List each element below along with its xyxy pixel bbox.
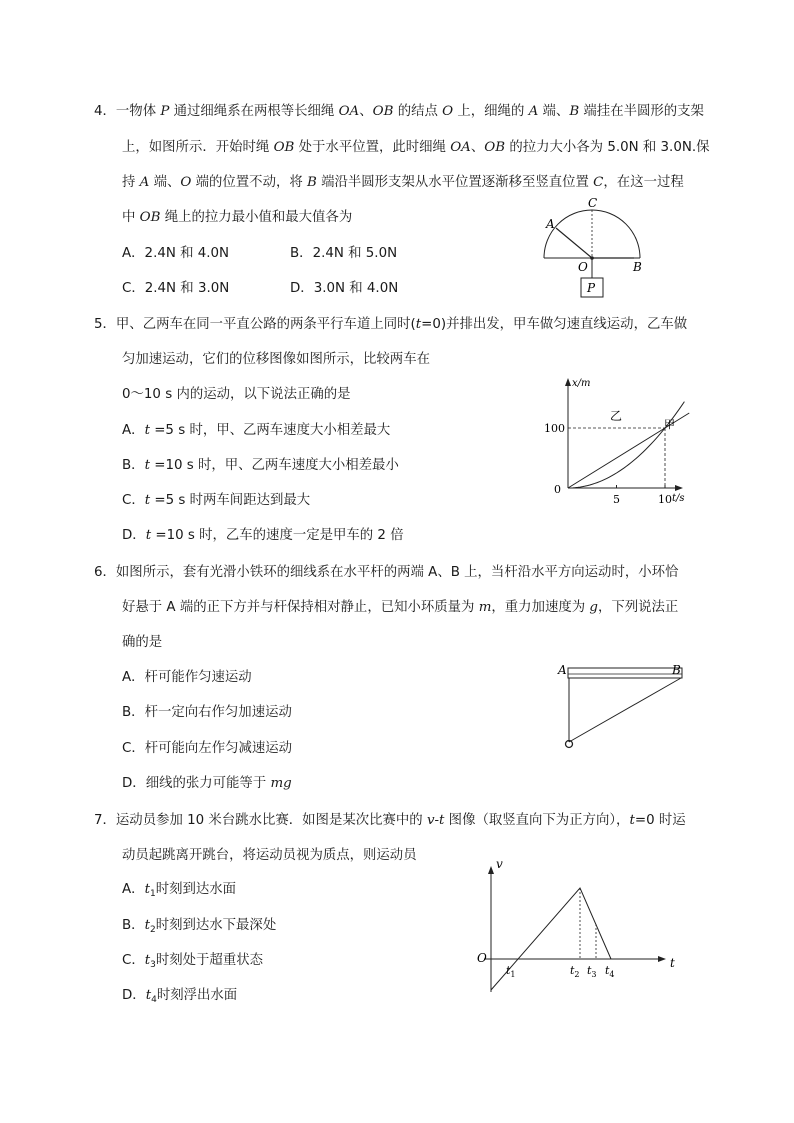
x-tick-label-5: 5	[613, 493, 620, 506]
q5-xt-chart	[544, 370, 700, 510]
y-axis-arrow	[565, 378, 571, 386]
q7-number: 7．	[94, 813, 116, 828]
q6-line-3: 确的是	[122, 635, 163, 650]
q5-option-a[interactable]: A．t =5 s 时，甲、乙两车速度大小相差最大	[122, 423, 391, 438]
q5-option-b[interactable]: B．t =10 s 时，甲、乙两车速度大小相差最小	[122, 458, 399, 473]
x-tick-label-10: 10	[658, 493, 672, 506]
q4-option-d[interactable]: D．3.0N 和 4.0N	[290, 281, 399, 296]
knot-o	[590, 256, 594, 260]
q7-vt-figure	[474, 852, 684, 997]
series-label-jia: 甲	[664, 418, 675, 431]
t1-label: $t_1$	[506, 964, 516, 979]
q6-option-a[interactable]: A．杆可能作匀速运动	[122, 670, 252, 685]
x-axis-arrow	[675, 485, 683, 491]
label-b: B	[672, 663, 681, 677]
rope-oa	[556, 228, 592, 258]
v-axis-label: v	[496, 857, 503, 871]
series-label-yi: 乙	[610, 409, 623, 423]
q6-line-2: 好悬于 A 端的正下方并与杆保持相对静止，已知小环质量为 m，重力加速度为 g，下列说法正	[122, 600, 679, 615]
q4-number: 4．	[94, 104, 116, 119]
q7-line-1: 7．运动员参加 10 米台跳水比赛．如图是某次比赛中的 v-t 图像（取竖直向下为正方向），t=0 时运	[94, 813, 686, 828]
q7-option-b[interactable]: B．$t_2$时刻到达水下最深处	[122, 918, 277, 935]
q6-option-d[interactable]: D．细线的张力可能等于 mg	[122, 776, 292, 791]
x-axis-label: t/s	[672, 493, 685, 504]
q5-option-c[interactable]: C．t =5 s 时两车间距达到最大	[122, 493, 311, 508]
t-axis-arrow	[658, 956, 666, 962]
q5-line-3: 0～10 s 内的运动，以下说法正确的是	[122, 387, 351, 402]
q6-option-b[interactable]: B．杆一定向右作匀加速运动	[122, 705, 292, 720]
q4-line-1: 4．一物体 P 通过细绳系在两根等长细绳 OA、OB 的结点 O 上，细绳的 A 端、B 端挂在半圆形的支架	[94, 104, 704, 119]
series-line-yi	[568, 402, 684, 488]
label-a: A	[558, 663, 567, 677]
t3-label: $t_3$	[587, 964, 597, 979]
horizontal-rod	[568, 668, 682, 678]
origin-label: 0	[554, 483, 561, 496]
t2-label: $t_2$	[570, 964, 580, 979]
q4-figure	[530, 196, 670, 302]
q7-option-d[interactable]: D．$t_4$时刻浮出水面	[122, 988, 238, 1005]
t4-label: $t_4$	[605, 964, 615, 979]
q5-option-d[interactable]: D．t =10 s 时，乙车的速度一定是甲车的 2 倍	[122, 528, 404, 543]
q6-figure	[550, 660, 690, 755]
label-o: O	[578, 260, 588, 274]
q6-option-c[interactable]: C．杆可能向左作匀减速运动	[122, 741, 293, 756]
v-axis-arrow	[488, 866, 494, 874]
origin-label: O	[477, 951, 487, 965]
t-axis-label: t	[670, 956, 675, 970]
y-axis-label: x/m	[572, 378, 591, 389]
q6-line-1: 6．如图所示，套有光滑小铁环的细线系在水平杆的两端 A、B 上，当杆沿水平方向运动时，小环恰	[94, 565, 679, 580]
q5-number: 5．	[94, 317, 116, 332]
q4-option-c[interactable]: C．2.4N 和 3.0N	[122, 281, 230, 296]
y-tick-label-100: 100	[544, 422, 565, 435]
q4-line-4: 中 OB 绳上的拉力最小值和最大值各为	[122, 210, 353, 225]
label-b: B	[633, 260, 642, 274]
label-a: A	[546, 217, 555, 231]
q5-line-1: 5．甲、乙两车在同一平直公路的两条平行车道上同时(t=0)并排出发，甲车做匀速直线运动，乙车做	[94, 317, 688, 332]
q5-line-2: 匀加速运动，它们的位移图像如图所示，比较两车在	[122, 352, 430, 367]
q4-line-3: 持 A 端、O 端的位置不动，将 B 端沿半圆形支架从水平位置逐渐移至竖直位置 C，在这一过程	[122, 175, 684, 190]
label-c: C	[588, 196, 598, 210]
label-p: P	[587, 281, 596, 295]
q7-option-c[interactable]: C．$t_3$时刻处于超重状态	[122, 953, 263, 970]
q4-option-b[interactable]: B．2.4N 和 5.0N	[290, 246, 398, 261]
q6-number: 6．	[94, 565, 116, 580]
q4-option-a[interactable]: A．2.4N 和 4.0N	[122, 246, 230, 261]
q4-line-2: 上，如图所示．开始时绳 OB 处于水平位置，此时细绳 OA、OB 的拉力大小各为 5.0N 和 3.0N.保	[122, 140, 710, 155]
thread-slanted	[569, 678, 681, 742]
q7-option-a[interactable]: A．$t_1$时刻到达水面	[122, 882, 237, 899]
q7-line-2: 动员起跳离开跳台，将运动员视为质点，则运动员	[122, 848, 417, 863]
